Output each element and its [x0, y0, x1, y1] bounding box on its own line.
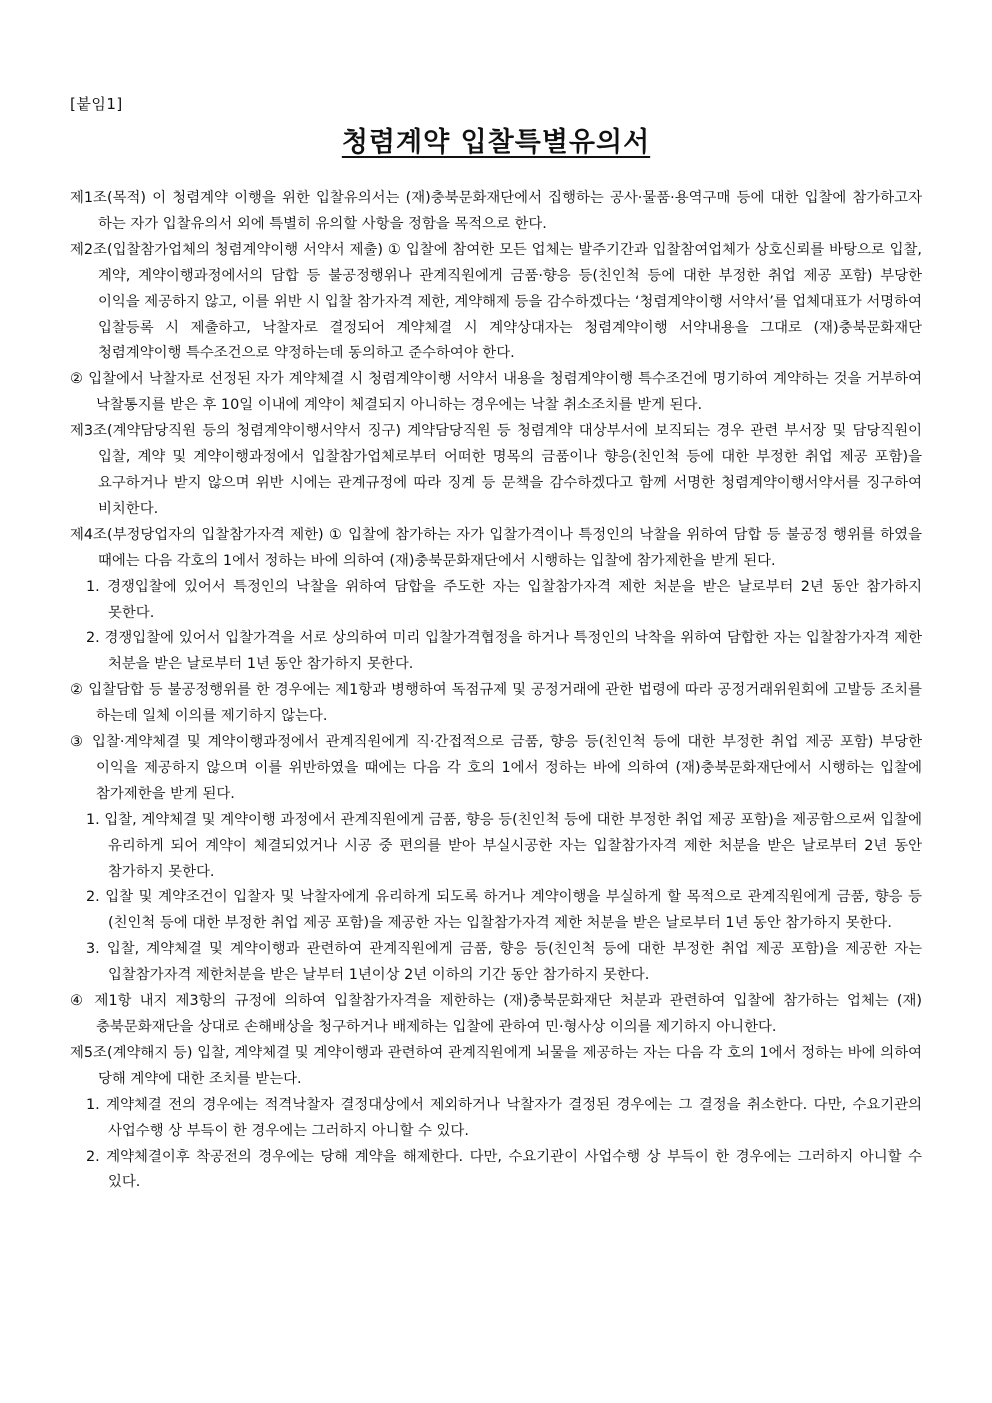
article-2-pledge-submission: 제2조(입찰참가업체의 청렴계약이행 서약서 제출) ① 입찰에 참여한 모든 업체는 발주기간과 입찰참여업체가 상호신뢰를 바탕으로 입찰, 계약, 계약이행과정에서의 담합 등 불공정행위나 관계직원에게 금품·향응 등(친인척 등에 대한 부정한 취업 제공 포함) 부당한 이익을 제공하지 않고, 이를 위반 시 입찰 참가자격 제한, 계약해제 등을 감수하겠다는 ‘청렴계약이행 서약서’를 업체대표가 서명하여 입찰등록 시 제출하고, 낙찰자로 결정되어 계약체결 시 계약상대자는 청렴계약이행 서약내용을 그대로 (재)충북문화재단 청렴계약이행 특수조건으로 약정하는데 동의하고 준수하여야 한다.	[70, 241, 922, 362]
article-3-staff-pledge: 제3조(계약담당직원 등의 청렴계약이행서약서 징구) 계약담당직원 등 청렴계약 대상부서에 보직되는 경우 관련 부서장 및 담당직원이 입찰, 계약 및 계약이행과정에서 입찰참가업체로부터 어떠한 명목의 금품이나 향응(친인척 등에 대한 부정한 취업 제공 포함)을 요구하거나 받지 않으며 위반 시에는 관계규정에 따라 징계 등 문책을 감수하겠다고 함께 서명한 청렴계약이행서약서를 징구하여 비치한다.	[70, 423, 922, 517]
article-4-clause-3-item-2: 2. 입찰 및 계약조건이 입찰자 및 낙찰자에게 유리하게 되도록 하거나 계약이행을 부실하게 할 목적으로 관계직원에게 금품, 향응 등(친인척 등에 대한 부정한 취업 제공 포함)을 제공한 자는 입찰참가자격 제한 처분을 받은 날로부터 1년 동안 참가하지 못한다.	[86, 889, 922, 932]
article-4-bidding-restriction: 제4조(부정당업자의 입찰참가자격 제한) ① 입찰에 참가하는 자가 입찰가격이나 특정인의 낙찰을 위하여 담합 등 불공정 행위를 하였을 때에는 다음 각호의 1에서 정하는 바에 의하여 (재)충북문화재단에서 시행하는 입찰에 참가제한을 받게 된다.	[70, 526, 922, 569]
article-5-item-1: 1. 계약체결 전의 경우에는 적격낙찰자 결정대상에서 제외하거나 낙찰자가 결정된 경우에는 그 결정을 취소한다. 다만, 수요기관의 사업수행 상 부득이 한 경우에는 그러하지 아니할 수 있다.	[86, 1096, 922, 1139]
article-4-clause-2: ② 입찰담합 등 불공정행위를 한 경우에는 제1항과 병행하여 독점규제 및 공정거래에 관한 법령에 따라 공정거래위원회에 고발등 조치를 하는데 일체 이의를 제기하지 않는다.	[70, 682, 922, 725]
document-body	[70, 186, 922, 1196]
article-4-clause-3-item-3: 3. 입찰, 계약체결 및 계약이행과 관련하여 관계직원에게 금품, 향응 등(친인척 등에 대한 부정한 취업 제공 포함)을 제공한 자는 입찰참가자격 제한처분을 받은 날부터 1년이상 2년 이하의 기간 동안 참가하지 못한다.	[86, 941, 922, 984]
article-2-clause-2: ② 입찰에서 낙찰자로 선정된 자가 계약체결 시 청렴계약이행 서약서 내용을 청렴계약이행 특수조건에 명기하여 계약하는 것을 거부하여 낙찰통지를 받은 후 10일 이내에 계약이 체결되지 아니하는 경우에는 낙찰 취소조치를 받게 된다.	[70, 371, 922, 414]
page-title: 청렴계약 입찰특별유의서	[341, 127, 651, 158]
article-4-item-1: 1. 경쟁입찰에 있어서 특정인의 낙찰을 위하여 담합을 주도한 자는 입찰참가자격 제한 처분을 받은 날로부터 2년 동안 참가하지 못한다.	[86, 578, 922, 621]
article-4-clause-3-item-1: 1. 입찰, 계약체결 및 계약이행 과정에서 관계직원에게 금품, 향응 등(친인척 등에 대한 부정한 취업 제공 포함)을 제공함으로써 입찰에 유리하게 되어 계약이 체결되었거나 시공 중 편의를 받아 부실시공한 자는 입찰참가자격 제한 처분을 받은 날로부터 2년 동안 참가하지 못한다.	[86, 811, 922, 880]
attachment-label: [붙임1]	[70, 95, 123, 113]
article-5-item-2: 2. 계약체결이후 착공전의 경우에는 당해 계약을 해제한다. 다만, 수요기관이 사업수행 상 부득이 한 경우에는 그러하지 아니할 수 있다.	[86, 1148, 922, 1191]
article-5-termination: 제5조(계약해지 등) 입찰, 계약체결 및 계약이행과 관련하여 관계직원에게 뇌물을 제공하는 자는 다음 각 호의 1에서 정하는 바에 의하여 당해 계약에 대한 조치를 받는다.	[70, 1044, 922, 1087]
article-1-purpose: 제1조(목적) 이 청렴계약 이행을 위한 입찰유의서는 (재)충북문화재단에서 집행하는 공사·물품·용역구매 등에 대한 입찰에 참가하고자 하는 자가 입찰유의서 외에 특별히 유의할 사항을 정함을 목적으로 한다.	[70, 190, 922, 232]
article-4-clause-3: ③ 입찰·계약체결 및 계약이행과정에서 관계직원에게 직·간접적으로 금품, 향응 등(친인척 등에 대한 부정한 취업 제공 포함) 부당한 이익을 제공하지 않으며 이를 위반하였을 때에는 다음 각 호의 1에서 정하는 바에 의하여 (재)충북문화재단에서 시행하는 입찰에 참가제한을 받게 된다.	[70, 734, 922, 802]
article-4-clause-4: ④ 제1항 내지 제3항의 규정에 의하여 입찰참가자격을 제한하는 (재)충북문화재단 처분과 관련하여 입찰에 참가하는 업체는 (재)충북문화재단을 상대로 손해배상을 청구하거나 배제하는 입찰에 관하여 민·형사상 이의를 제기하지 아니한다.	[70, 993, 922, 1035]
article-4-item-2: 2. 경쟁입찰에 있어서 입찰가격을 서로 상의하여 미리 입찰가격협정을 하거나 특정인의 낙착을 위하여 담합한 자는 입찰참가자격 제한 처분을 받은 날로부터 1년 동안 참가하지 못한다.	[86, 630, 922, 673]
